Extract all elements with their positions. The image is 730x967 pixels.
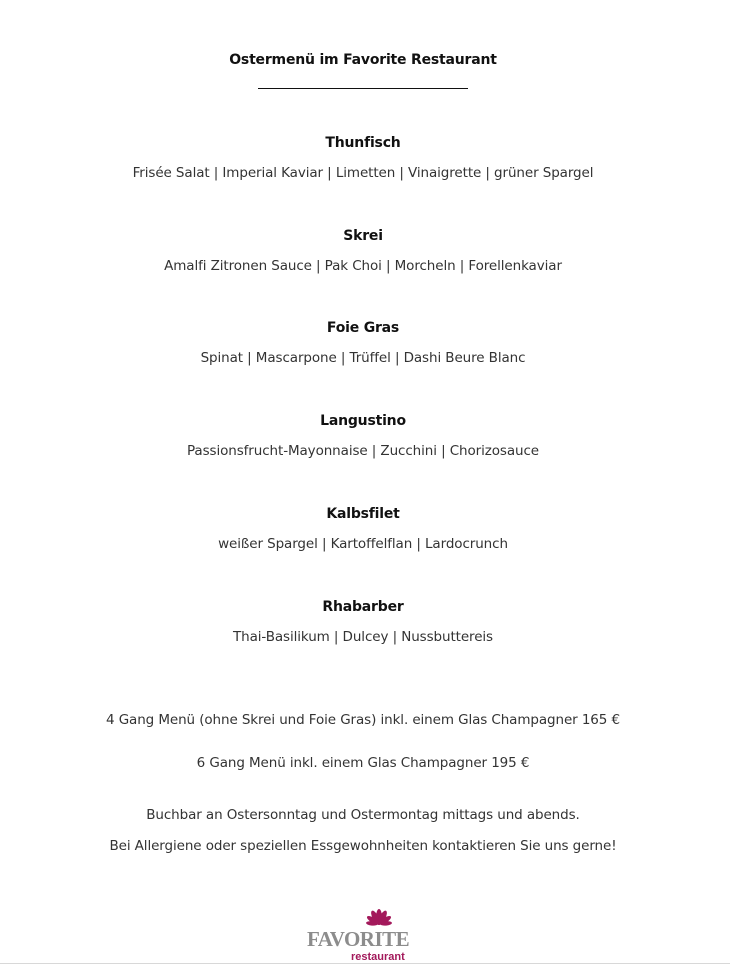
logo-wordmark: FAVORITE	[307, 927, 410, 951]
course-skrei	[0, 226, 726, 276]
course-name: Skrei	[343, 228, 383, 244]
course-name: Rhabarber	[322, 599, 404, 615]
course-description: Frisée Salat | Imperial Kaviar | Limetten | Vinaigrette | grüner Spargel	[132, 165, 594, 181]
allergy-note: Bei Allergiene oder speziellen Essgewohnheiten kontaktieren Sie uns gerne!	[109, 838, 617, 854]
course-foie-gras	[0, 318, 726, 368]
course-description: Passionsfrucht-Mayonnaise | Zucchini | Chorizosauce	[186, 443, 540, 459]
title-underline	[258, 88, 468, 89]
course-kalbsfilet	[0, 504, 726, 554]
flower-icon	[366, 909, 393, 926]
course-description: Thai-Basilikum | Dulcey | Nussbuttereis	[232, 629, 493, 645]
course-description: Spinat | Mascarpone | Trüffel | Dashi Beure Blanc	[200, 350, 526, 366]
page-bottom-border	[0, 963, 730, 964]
course-name: Thunfisch	[325, 135, 401, 151]
course-description: weißer Spargel | Kartoffelflan | Lardocrunch	[218, 536, 508, 552]
course-name: Kalbsfilet	[326, 506, 400, 522]
course-description: Amalfi Zitronen Sauce | Pak Choi | Morcheln | Forellenkaviar	[164, 258, 562, 274]
course-thunfisch	[0, 133, 726, 183]
booking-note: Buchbar an Ostersonntag und Ostermontag mittags und abends.	[146, 807, 580, 823]
course-langustino	[0, 411, 726, 461]
price-six-course: 6 Gang Menü inkl. einem Glas Champagner 195 €	[196, 755, 530, 771]
page-title: Ostermenü im Favorite Restaurant	[229, 52, 497, 68]
course-rhabarber	[0, 597, 726, 647]
logo-subline: restaurant	[351, 951, 405, 963]
favorite-logo-graphic	[300, 905, 426, 963]
course-name: Foie Gras	[326, 320, 400, 336]
restaurant-logo	[300, 905, 426, 963]
price-four-course: 4 Gang Menü (ohne Skrei und Foie Gras) inkl. einem Glas Champagner 165 €	[106, 712, 620, 728]
course-name: Langustino	[320, 413, 406, 429]
